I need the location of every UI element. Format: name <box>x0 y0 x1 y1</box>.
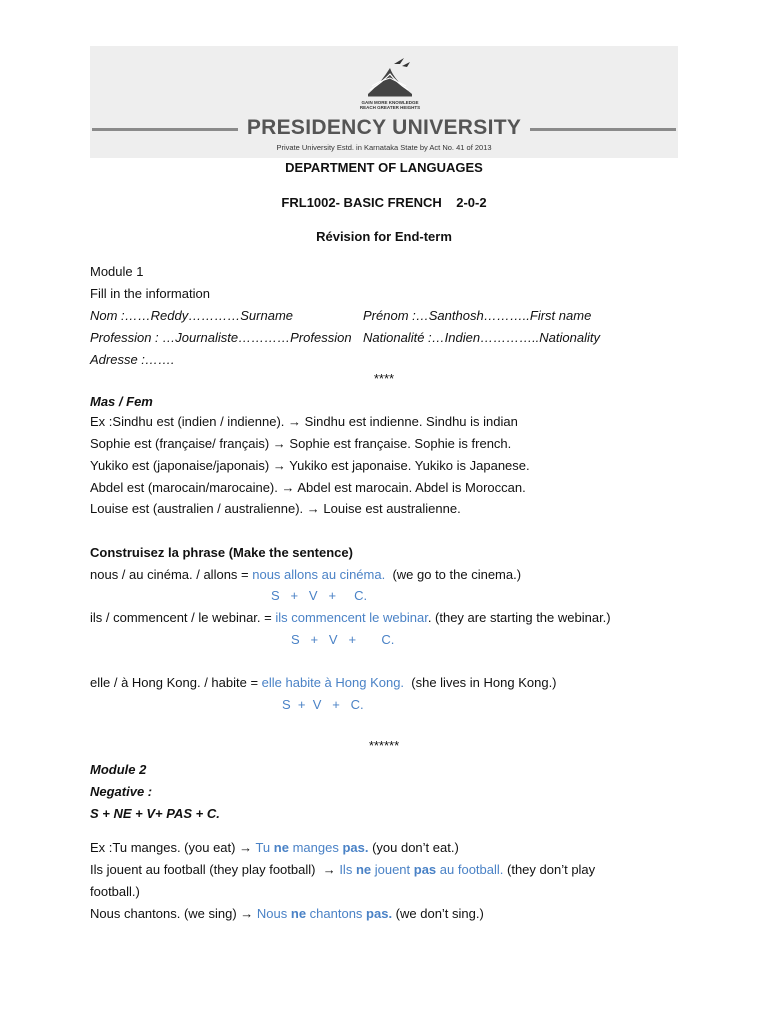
sentence-translation: (she lives in Hong Kong.) <box>404 675 557 690</box>
mas-fem-line: Louise est (australien / australienne). → Louise est australienne. <box>90 501 461 516</box>
formula-3: S + V + C. <box>282 697 364 712</box>
example-answer: jouent <box>371 862 414 877</box>
example-answer: manges <box>288 840 343 855</box>
course-title: FRL1002- BASIC FRENCH 2-0-2 <box>281 195 487 210</box>
module1-heading: Module 1 <box>90 264 144 279</box>
example-prompt: Ils jouent au football (they play football) → <box>90 862 340 877</box>
field-nom: Nom :……Reddy…………Surname <box>90 308 293 323</box>
negative-example-3 <box>90 906 484 921</box>
sentence-answer: nous allons au cinéma. <box>252 567 386 582</box>
bird-icon <box>394 58 404 64</box>
sentence-prompt: elle / à Hong Kong. / habite = <box>90 675 262 690</box>
mas-fem-line: Ex :Sindhu est (indien / indienne). → Sindhu est indienne. Sindhu is indian <box>90 414 518 429</box>
university-name: PRESIDENCY UNIVERSITY <box>246 116 522 139</box>
formula-1: S + V + C. <box>271 588 368 603</box>
header-rule-right <box>530 128 676 131</box>
example-translation: (you don’t eat.) <box>368 840 459 855</box>
formula-2: S + V + C. <box>291 632 395 647</box>
module1-instruction: Fill in the information <box>90 286 210 301</box>
negative-heading: Negative : <box>90 784 153 799</box>
module2-heading: Module 2 <box>90 762 147 777</box>
field-profession: Profession : …Journaliste…………Profession <box>90 330 352 345</box>
field-prenom: Prénom :…Santhosh………..First name <box>363 308 592 323</box>
separator-2: ****** <box>368 738 400 753</box>
example-translation: (we don’t sing.) <box>392 906 484 921</box>
ne-word: ne <box>355 862 372 877</box>
pas-word: pas. <box>366 906 393 921</box>
construct-heading: Construisez la phrase (Make the sentence) <box>90 545 353 560</box>
mas-fem-line: Yukiko est (japonaise/japonais) → Yukiko est japonaise. Yukiko is Japanese. <box>90 458 530 473</box>
mas-fem-line: Sophie est (française/ français) → Sophie est française. Sophie is french. <box>90 436 512 451</box>
example-prompt: Nous chantons. (we sing) → <box>90 906 257 921</box>
sentence-translation: (we go to the cinema.) <box>385 567 522 582</box>
separator-1: **** <box>373 371 395 386</box>
example-answer: Tu <box>255 840 274 855</box>
sentence-translation: . (they are starting the webinar.) <box>427 610 611 625</box>
field-adresse: Adresse :……. <box>90 352 175 367</box>
construct-sentence-2 <box>90 610 611 625</box>
mas-fem-heading: Mas / Fem <box>90 394 153 409</box>
construct-sentence-1 <box>90 567 521 582</box>
pas-word: pas. <box>342 840 369 855</box>
example-answer: Nous <box>256 906 291 921</box>
negative-example-2-continued: football.) <box>90 884 140 899</box>
ne-word: ne <box>273 840 289 855</box>
example-answer: Ils <box>339 862 356 877</box>
negative-formula: S + NE + V+ PAS + C. <box>90 806 220 821</box>
sentence-prompt: nous / au cinéma. / allons = <box>90 567 253 582</box>
header-rule-left <box>92 128 238 131</box>
pas-word: pas <box>413 862 437 877</box>
example-answer: au football. <box>436 862 504 877</box>
sentence-answer: ils commencent le webinar <box>275 610 428 625</box>
revision-title: Révision for End-term <box>316 229 452 244</box>
negative-example-2 <box>90 862 595 877</box>
sentence-prompt: ils / commencent / le webinar. = <box>90 610 276 625</box>
university-established: Private University Estd. in Karnataka State by Act No. 41 of 2013 <box>276 143 492 152</box>
field-nationalite: Nationalité :…Indien…………..Nationality <box>363 330 600 345</box>
logo-motto <box>355 100 425 110</box>
university-logo <box>350 54 430 102</box>
negative-example-1 <box>90 840 459 855</box>
department-title: DEPARTMENT OF LANGUAGES <box>285 160 483 175</box>
example-translation: (they don’t play <box>503 862 596 877</box>
logo-motto-line-1: GAIN MORE KNOWLEDGE <box>361 100 419 105</box>
example-answer: chantons <box>306 906 367 921</box>
logo-motto-line-2: REACH GREATER HEIGHTS <box>359 105 421 110</box>
sentence-answer: elle habite à Hong Kong. <box>261 675 405 690</box>
example-prompt: Ex :Tu manges. (you eat) → <box>90 840 256 855</box>
bird-icon <box>402 62 410 67</box>
ne-word: ne <box>290 906 307 921</box>
mas-fem-line: Abdel est (marocain/marocaine). → Abdel est marocain. Abdel is Moroccan. <box>90 480 526 495</box>
construct-sentence-3 <box>90 675 557 690</box>
